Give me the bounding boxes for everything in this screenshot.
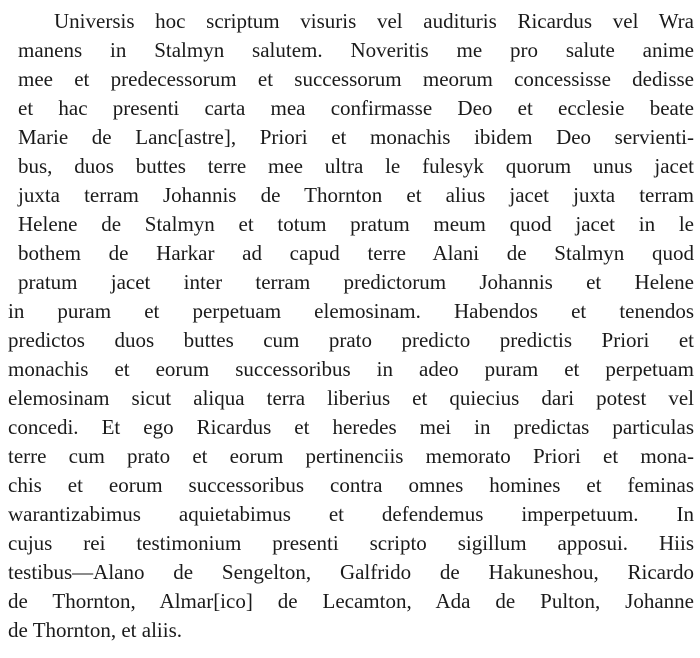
text-line-12: predictos duos buttes cum prato predicto predictis Priori et (8, 328, 694, 352)
text-line-3: mee et predecessorum et successorum meorum concessisse dedisse (18, 67, 694, 91)
text-line-5: Marie de Lanc[astre], Priori et monachis ibidem Deo servienti- (18, 125, 694, 149)
text-line-21: de Thornton, Almar[ico] de Lecamton, Ada de Pulton, Johanne (8, 589, 694, 613)
text-line-18: warantizabimus aquietabimus et defendemus imperpetuum. In (8, 502, 694, 526)
text-line-17: chis et eorum successoribus contra omnes homines et feminas (8, 473, 694, 497)
text-line-4: et hac presenti carta mea confirmasse Deo et ecclesie beate (18, 96, 694, 120)
text-line-10: pratum jacet inter terram predictorum Johannis et Helene (18, 270, 694, 294)
text-line-22: de Thornton, et aliis. (8, 618, 182, 642)
text-line-20: testibus—Alano de Sengelton, Galfrido de Hakuneshou, Ricardo (8, 560, 694, 584)
text-line-16: terre cum prato et eorum pertinenciis memorato Priori et mona- (8, 444, 694, 468)
text-line-15: concedi. Et ego Ricardus et heredes mei in predictas particulas (8, 415, 694, 439)
text-line-2: manens in Stalmyn salutem. Noveritis me pro salute anime (18, 38, 694, 62)
text-line-6: bus, duos buttes terre mee ultra le fulesyk quorum unus jacet (18, 154, 694, 178)
text-line-8: Helene de Stalmyn et totum pratum meum quod jacet in le (18, 212, 694, 236)
text-line-9: bothem de Harkar ad capud terre Alani de Stalmyn quod (18, 241, 694, 265)
text-line-19: cujus rei testimonium presenti scripto sigillum apposui. Hiis (8, 531, 694, 555)
text-line-14: elemosinam sicut aliqua terra liberius et quiecius dari potest vel (8, 386, 694, 410)
text-line-13: monachis et eorum successoribus in adeo puram et perpetuam (8, 357, 694, 381)
text-line-11: in puram et perpetuam elemosinam. Habendos et tenendos (8, 299, 694, 323)
text-line-7: juxta terram Johannis de Thornton et alius jacet juxta terram (18, 183, 694, 207)
text-line-1: Universis hoc scriptum visuris vel audituris Ricardus vel Wra (54, 9, 694, 33)
